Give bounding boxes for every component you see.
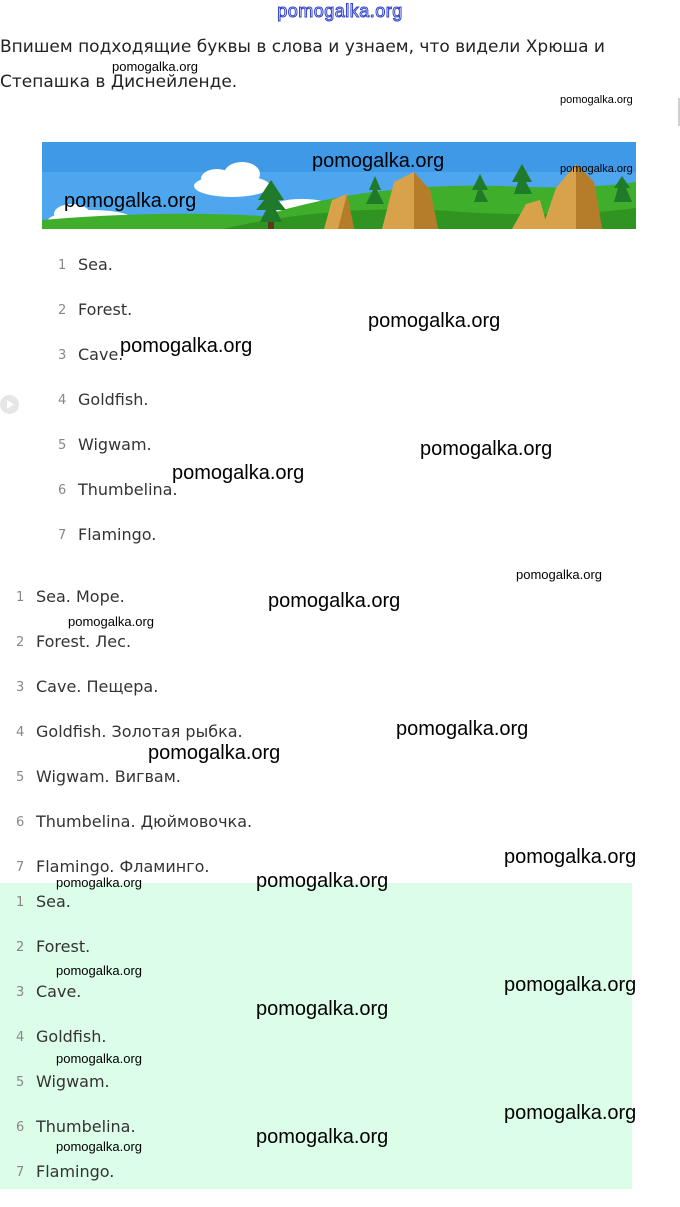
site-logo[interactable]: pomogalka.org bbox=[277, 1, 403, 21]
watermark: pomogalka.org bbox=[172, 462, 305, 484]
watermark: pomogalka.org bbox=[560, 94, 633, 106]
watermark: pomogalka.org bbox=[504, 1102, 637, 1124]
watermark: pomogalka.org bbox=[148, 742, 281, 764]
watermark: pomogalka.org bbox=[420, 438, 553, 460]
audio-play-button[interactable] bbox=[0, 395, 19, 414]
watermark: pomogalka.org bbox=[368, 310, 501, 332]
watermark: pomogalka.org bbox=[256, 1126, 389, 1148]
watermark: pomogalka.org bbox=[56, 1051, 142, 1066]
watermark: pomogalka.org bbox=[56, 963, 142, 978]
task-instruction: Впишем подходящие буквы в слова и узнаем, что видели Хрюша и Степашка в Диснейленде. bbox=[0, 37, 605, 92]
watermark: pomogalka.org bbox=[56, 875, 142, 890]
watermark: pomogalka.org bbox=[112, 59, 198, 74]
watermark: pomogalka.org bbox=[56, 1139, 142, 1154]
watermark: pomogalka.org bbox=[256, 998, 389, 1020]
watermark: pomogalka.org bbox=[396, 718, 529, 740]
watermark: pomogalka.org bbox=[560, 163, 633, 175]
watermark: pomogalka.org bbox=[268, 590, 401, 612]
watermark: pomogalka.org bbox=[68, 614, 154, 629]
watermark: pomogalka.org bbox=[64, 190, 197, 212]
watermark: pomogalka.org bbox=[504, 974, 637, 996]
watermark: pomogalka.org bbox=[120, 335, 253, 357]
watermark: pomogalka.org bbox=[256, 870, 389, 892]
watermark: pomogalka.org bbox=[312, 150, 445, 172]
play-icon bbox=[0, 395, 19, 414]
watermark: pomogalka.org bbox=[516, 567, 602, 582]
watermark: pomogalka.org bbox=[504, 846, 637, 868]
